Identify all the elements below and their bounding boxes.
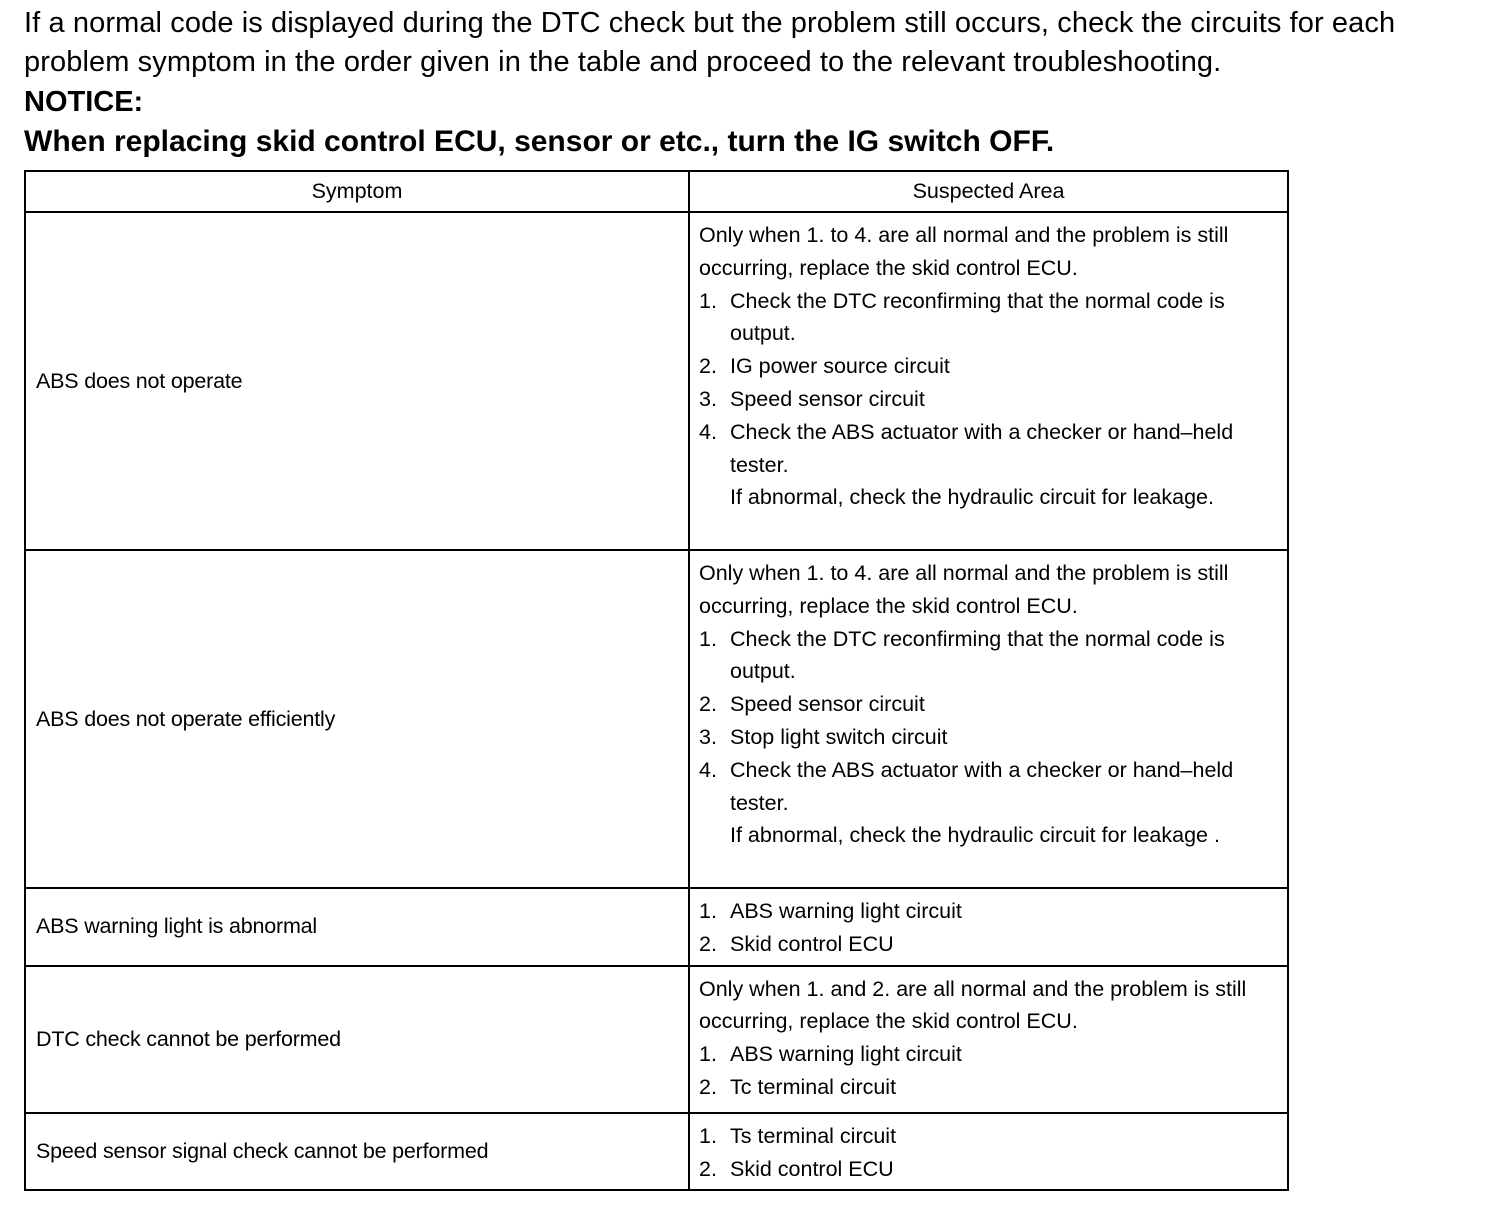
table-row bbox=[25, 888, 1288, 966]
step-text: Tc terminal circuit bbox=[730, 1074, 897, 1099]
step-number: 2. bbox=[699, 354, 717, 379]
symptom-cell: DTC check cannot be performed bbox=[25, 966, 689, 1113]
step-text: Speed sensor circuit bbox=[730, 386, 925, 411]
list-item bbox=[699, 383, 1279, 416]
table-row bbox=[25, 550, 1288, 888]
step-text: Stop light switch circuit bbox=[730, 724, 948, 749]
troubleshooting-table bbox=[24, 170, 1289, 1191]
step-text: Speed sensor circuit bbox=[730, 692, 925, 717]
list-item bbox=[699, 350, 1279, 383]
step-number: 2. bbox=[699, 1074, 717, 1099]
step-list bbox=[699, 285, 1279, 515]
list-item bbox=[699, 416, 1279, 514]
step-number: 2. bbox=[699, 692, 717, 717]
symptom-cell: ABS does not operate bbox=[25, 212, 689, 550]
step-list bbox=[699, 1120, 1279, 1186]
suspected-area-cell bbox=[689, 1113, 1288, 1191]
step-text: Check the DTC reconfirming that the normal code is output. bbox=[730, 626, 1225, 684]
symptom-cell: ABS warning light is abnormal bbox=[25, 888, 689, 966]
step-text: Check the ABS actuator with a checker or hand–held tester. bbox=[730, 757, 1234, 815]
table-row bbox=[25, 966, 1288, 1113]
list-item bbox=[699, 1120, 1279, 1153]
suspected-area-cell bbox=[689, 212, 1288, 550]
step-text: IG power source circuit bbox=[730, 354, 950, 379]
list-item bbox=[699, 754, 1279, 852]
suspected-area-cell bbox=[689, 966, 1288, 1113]
step-text: Ts terminal circuit bbox=[730, 1123, 897, 1148]
area-intro-text: Only when 1. to 4. are all normal and the problem is still occurring, replace the skid control ECU. bbox=[699, 561, 1229, 618]
intro-paragraph bbox=[24, 4, 1494, 82]
step-number: 1. bbox=[699, 626, 717, 651]
list-item bbox=[699, 285, 1279, 351]
table-row bbox=[25, 212, 1288, 550]
step-number: 2. bbox=[699, 931, 717, 956]
step-number: 2. bbox=[699, 1156, 717, 1181]
table-row bbox=[25, 1113, 1288, 1191]
suspected-area-cell bbox=[689, 888, 1288, 966]
list-item bbox=[699, 623, 1279, 689]
step-number: 1. bbox=[699, 899, 717, 923]
step-list bbox=[699, 623, 1279, 853]
step-subnote: If abnormal, check the hydraulic circuit for leakage. bbox=[730, 485, 1214, 510]
step-list bbox=[699, 895, 1279, 961]
symptom-cell: ABS does not operate efficiently bbox=[25, 550, 689, 888]
list-item bbox=[699, 1038, 1279, 1071]
list-item bbox=[699, 688, 1279, 721]
list-item bbox=[699, 1071, 1279, 1104]
step-text: Check the ABS actuator with a checker or hand–held tester. bbox=[730, 419, 1234, 477]
step-number: 1. bbox=[699, 1042, 717, 1067]
notice-heading: NOTICE: bbox=[24, 86, 144, 118]
suspected-area-cell bbox=[689, 550, 1288, 888]
notice-text: When replacing skid control ECU, sensor or etc., turn the IG switch OFF. bbox=[24, 125, 1055, 158]
suspected-area-column-header: Suspected Area bbox=[689, 171, 1288, 212]
area-intro-text: Only when 1. to 4. are all normal and the problem is still occurring, replace the skid control ECU. bbox=[699, 223, 1229, 280]
step-number: 1. bbox=[699, 1123, 717, 1148]
table-header-row bbox=[25, 171, 1288, 212]
list-item bbox=[699, 721, 1279, 754]
step-text: Check the DTC reconfirming that the normal code is output. bbox=[730, 288, 1225, 346]
step-number: 3. bbox=[699, 724, 717, 749]
area-intro-text: Only when 1. and 2. are all normal and the problem is still occurring, replace the skid control ECU. bbox=[699, 976, 1247, 1034]
intro-text: If a normal code is displayed during the DTC check but the problem still occurs, check the circuits for each problem symptom in the order given in the table and proceed to the relevant troubleshooting. bbox=[24, 7, 1396, 78]
step-text: ABS warning light circuit bbox=[730, 1042, 962, 1067]
step-number: 1. bbox=[699, 288, 717, 313]
step-list bbox=[699, 1038, 1279, 1104]
step-number: 4. bbox=[699, 757, 717, 782]
symptom-cell: Speed sensor signal check cannot be performed bbox=[25, 1113, 689, 1191]
list-item bbox=[699, 895, 1279, 928]
step-text: Skid control ECU bbox=[730, 931, 894, 956]
step-number: 4. bbox=[699, 419, 717, 444]
step-number: 3. bbox=[699, 386, 717, 411]
step-subnote: If abnormal, check the hydraulic circuit for leakage . bbox=[730, 823, 1220, 848]
step-text: ABS warning light circuit bbox=[730, 899, 962, 923]
step-text: Skid control ECU bbox=[730, 1156, 894, 1181]
list-item bbox=[699, 1153, 1279, 1186]
list-item bbox=[699, 928, 1279, 961]
symptom-column-header: Symptom bbox=[25, 171, 689, 212]
